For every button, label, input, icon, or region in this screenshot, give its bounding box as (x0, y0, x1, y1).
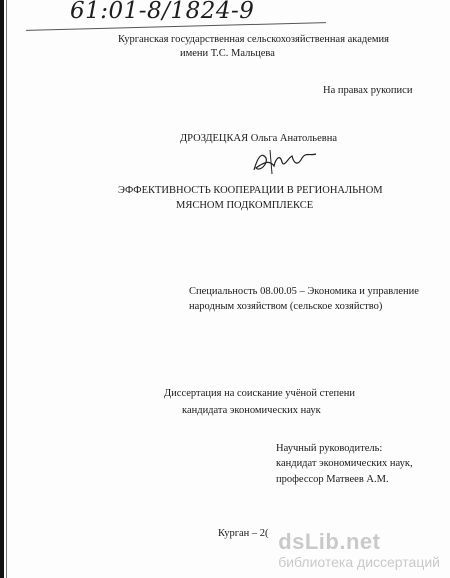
institution-line-2: имени Т.С. Мальцева (180, 48, 275, 59)
supervisor-label: Научный руководитель: (276, 443, 383, 454)
rights-note: На правах рукописи (323, 85, 413, 96)
author-name: ДРОЗДЕЦКАЯ Ольга Анатольевна (180, 133, 337, 144)
supervisor-name: профессор Матвеев А.М. (276, 474, 389, 485)
scan-edge-line (6, 0, 7, 578)
dissertation-line-1: Диссертация на соискание учёной степени (164, 388, 356, 399)
watermark (278, 530, 440, 570)
title-line-1: ЭФФЕКТИВНОСТЬ КООПЕРАЦИИ В РЕГИОНАЛЬНОМ (118, 185, 383, 196)
specialty-line-2: народным хозяйством (сельское хозяйство) (189, 301, 383, 312)
dissertation-line-2: кандидата экономических наук (182, 405, 321, 416)
supervisor-degree: кандидат экономических наук, (276, 458, 413, 469)
watermark-logo: dsLib.net (278, 529, 381, 554)
watermark-subtitle: библиотека диссертаций (278, 554, 440, 570)
handwritten-signature (250, 148, 320, 178)
scan-edge (0, 0, 4, 578)
archive-code: 61:01-8/1824-9 (70, 0, 255, 24)
place-year: Курган – 2( (218, 528, 269, 539)
specialty-line-1: Специальность 08.00.05 – Экономика и управление (189, 286, 419, 297)
institution-line-1: Курганская государственная сельскохозяйственная академия (118, 34, 390, 45)
title-line-2: МЯСНОМ ПОДКОМПЛЕКСЕ (176, 200, 314, 211)
